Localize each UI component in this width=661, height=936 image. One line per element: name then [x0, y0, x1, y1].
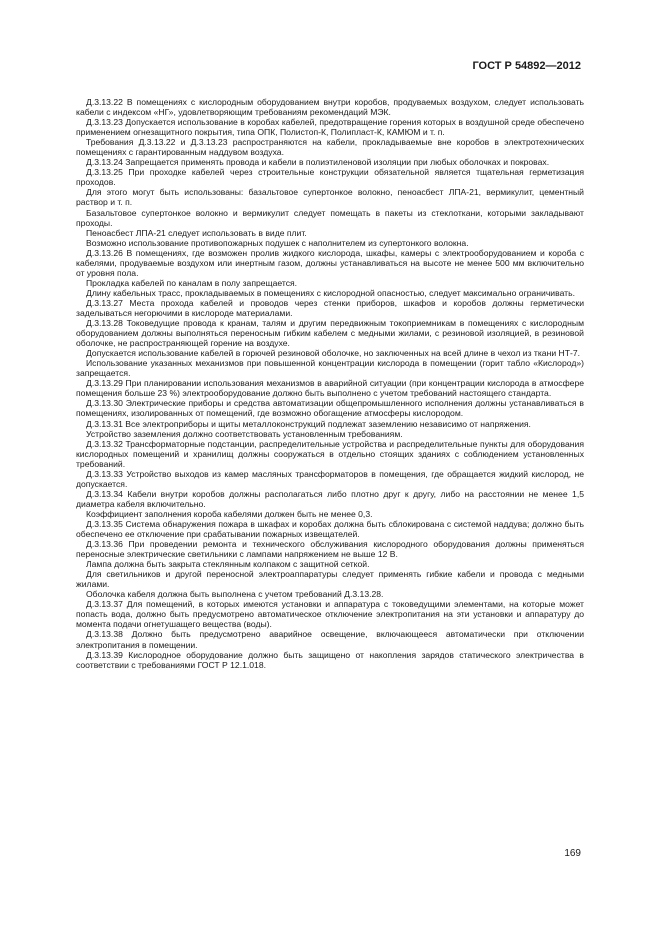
paragraph: Требования Д.3.13.22 и Д.3.13.23 распространяются на кабели, прокладываемые вне коробов в электротехнических помещениях с гарантированным наддувом воздуха. — [76, 137, 584, 158]
paragraph: Прокладка кабелей по каналам в полу запрещается. — [86, 277, 298, 288]
paragraph: Базальтовое супертонкое волокно и вермикулит следует помещать в пакеты из стеклоткани, которыми закладывают проходы. — [76, 207, 584, 228]
paragraph: Д.3.13.27 Места прохода кабелей и проводов через стенки приборов, шкафов и коробов должны герметически заделываться негорючими в кислороде материалами. — [76, 297, 584, 318]
paragraph: Д.3.13.28 Токоведущие провода к кранам, талям и другим передвижным токоприемникам в помещениях с кислородным оборудованием должны выполняться переносным гибким кабелем с медными жилами, с резиновой изоляцией, в резиновой оболочке, не распространяющей горение на воздухе. — [76, 318, 584, 349]
paragraph: Д.3.13.26 В помещениях, где возможен пролив жидкого кислорода, шкафы, камеры с электрооборудованием и короба с кабелями, продуваемые воздухом или инертным газом, должны устанавливаться на высоте не менее 500 мм включительно от уровня пола. — [76, 247, 584, 278]
paragraph: Д.3.13.36 При проведении ремонта и технического обслуживания кислородного оборудования должны применяться переносные электрические светильники с лампами напряжением не выше 12 В. — [76, 539, 584, 560]
paragraph: Д.3.13.29 При планировании использования механизмов в аварийной ситуации (при концентрации кислорода в атмосфере помещения больше 23 %) электрооборудование должно быть выполнено с учетом требований настоящего стандарта. — [76, 378, 584, 399]
paragraph: Для этого могут быть использованы: базальтовое супертонкое волокно, пеноасбест ЛПА-21, вермикулит, цементный раствор и т. п. — [76, 187, 584, 208]
body-text — [76, 97, 584, 670]
paragraph: Лампа должна быть закрыта стеклянным колпаком с защитной сеткой. — [86, 559, 370, 570]
paragraph: Д.3.13.35 Система обнаружения пожара в шкафах и коробах должна быть сблокирована с системой наддува; должно быть обеспечено ее отключение при срабатывании пожарных извещателей. — [76, 518, 584, 540]
paragraph: Использование указанных механизмов при повышенной концентрации кислорода в помещении (горит табло «Кислород») запрещается. — [76, 358, 584, 379]
paragraph: Оболочка кабеля должна быть выполнена с учетом требований Д.3.13.28. — [86, 589, 384, 600]
paragraph: Допускается использование кабелей в горючей резиновой оболочке, но заключенных на всей длине в чехол из ткани НТ-7. — [86, 348, 580, 359]
paragraph: Д.3.13.38 Должно быть предусмотрено аварийное освещение, включающееся автоматически при отключении электропитания в помещении. — [76, 629, 584, 650]
paragraph: Д.3.13.30 Электрические приборы и средства автоматизации общепромышленного исполнения должны устанавливаться в помещениях, изолированных от помещений, где возможно обогащение атмосферы кислородом. — [76, 398, 584, 419]
paragraph: Д.3.13.24 Запрещается применять провода и кабели в полиэтиленовой изоляции при любых оболочках и покровах. — [86, 157, 550, 168]
paragraph: Устройство заземления должно соответствовать установленным требованиям. — [86, 428, 403, 439]
paragraph: Д.3.13.25 При проходке кабелей через строительные конструкции обязательной является тщательная герметизация проходов. — [76, 167, 584, 188]
paragraph: Возможно использование противопожарных подушек с наполнителем из супертонкого волокна. — [86, 237, 469, 248]
paragraph: Д.3.13.22 В помещениях с кислородным оборудованием внутри коробов, продуваемых воздухом, следует использовать кабели с индексом «НГ», удовлетворяющим требованиям рекомендаций МЭК. — [76, 97, 584, 118]
paragraph: Длину кабельных трасс, прокладываемых в помещениях с кислородной опасностью, следует максимально ограничивать. — [86, 287, 575, 298]
paragraph: Д.3.13.32 Трансформаторные подстанции, распределительные устройства и распределительные пункты для оборудования кислородных помещений и хранилищ должны сооружаться в отдельно стоящих зданиях с соблюдением установленных требований. — [76, 438, 584, 469]
page-number: 169 — [564, 848, 581, 859]
document-header: ГОСТ Р 54892—2012 — [472, 60, 581, 72]
paragraph: Д.3.13.33 Устройство выходов из камер масляных трансформаторов в помещения, где обращается жидкий кислород, не допускается. — [76, 468, 584, 489]
paragraph: Д.3.13.31 Все электроприборы и щиты металлоконструкций подлежат заземлению независимо от напряжения. — [86, 418, 531, 429]
paragraph: Д.3.13.23 Допускается использование в коробах кабелей, предотвращение горения которых в воздушной среде обеспечено применением огнезащитного покрытия, типа ОПК, Полистоп-К, Полипласт-К, КАМЮМ и т. п. — [76, 117, 584, 138]
paragraph: Пеноасбест ЛПА-21 следует использовать в виде плит. — [86, 227, 307, 238]
paragraph: Коэффициент заполнения короба кабелями должен быть не менее 0,3. — [86, 508, 373, 519]
paragraph: Д.3.13.37 Для помещений, в которых имеются установки и аппаратура с токоведущими элементами, на которые может попасть вода, должно быть предусмотрено автоматическое отключение электропитания на эти установки и аппаратуру до момента подачи огнетушащего вещества (воды). — [76, 599, 584, 630]
paragraph: Д.3.13.34 Кабели внутри коробов должны располагаться либо плотно друг к другу, либо на расстоянии не менее 1,5 диаметра кабеля включительно. — [76, 488, 584, 509]
paragraph: Для светильников и другой переносной электроаппаратуры следует применять гибкие кабели и провода с медными жилами. — [76, 569, 584, 590]
paragraph: Д.3.13.39 Кислородное оборудование должно быть защищено от накопления зарядов статического электричества в соответствии с требованиями ГОСТ Р 12.1.018. — [76, 649, 584, 670]
